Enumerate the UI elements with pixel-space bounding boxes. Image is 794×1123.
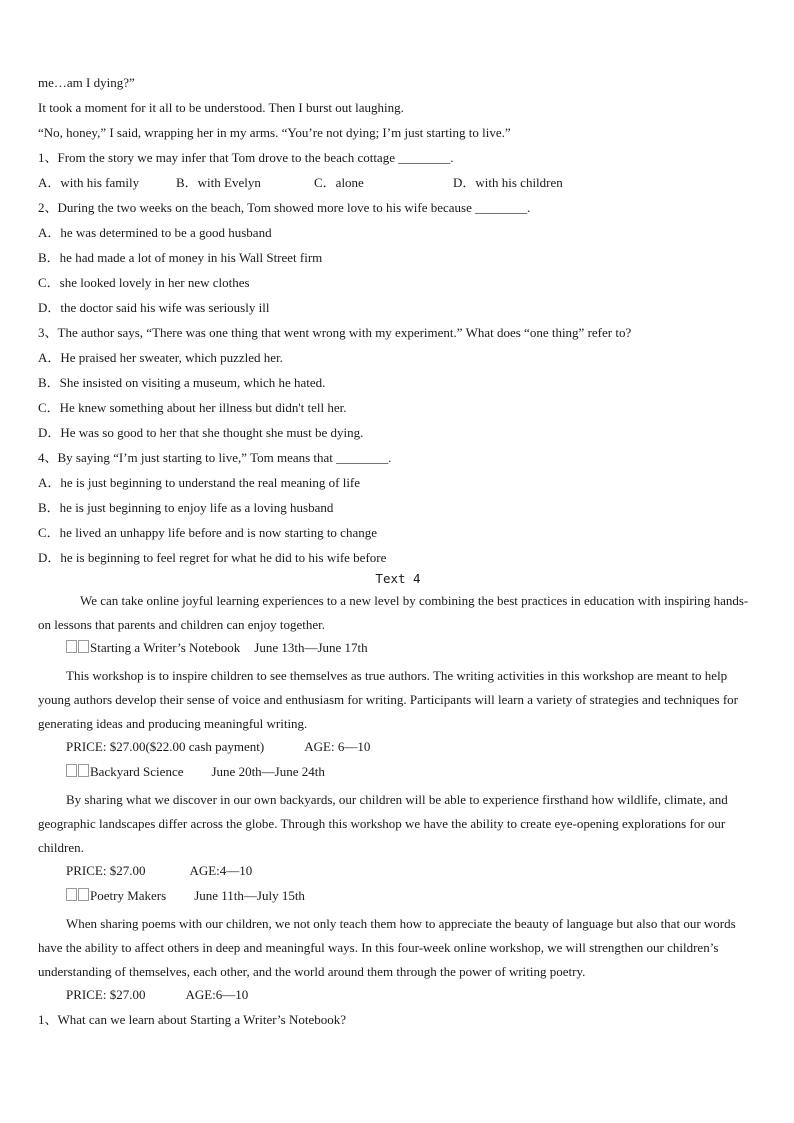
workshop-price-row (38, 738, 758, 763)
section-heading: Text 4 (375, 571, 421, 586)
option-d: D．He was so good to her that she thought she must be dying. (38, 425, 364, 440)
workshop-dates: June 11th—July 15th (194, 888, 305, 903)
question-options (38, 174, 758, 199)
option-c: C．she looked lovely in her new clothes (38, 275, 250, 290)
option-a: A．he was determined to be a good husband (38, 225, 272, 240)
checkbox-icon (78, 640, 89, 653)
question-stem: 1、What can we learn about Starting a Writer’s Notebook? (38, 1012, 347, 1027)
option-b: B．he is just beginning to enjoy life as a loving husband (38, 500, 334, 515)
workshop-price-row (38, 986, 758, 1011)
workshop-dates: June 13th—June 17th (254, 640, 368, 655)
option-d: D．he is beginning to feel regret for what he did to his wife before (38, 550, 387, 565)
story-line: It took a moment for it all to be understood. Then I burst out laughing. (38, 100, 404, 115)
workshop-price: PRICE: $27.00 (66, 863, 146, 878)
option-b: B．he had made a lot of money in his Wall Street firm (38, 250, 323, 265)
workshop-price-row (38, 862, 758, 887)
option-d: D．the doctor said his wife was seriously ill (38, 300, 270, 315)
option-b: B．She insisted on visiting a museum, which he hated. (38, 375, 326, 390)
workshop-title: Poetry Makers (90, 888, 167, 903)
workshop-title: Backyard Science (90, 764, 184, 779)
workshop-title-row (38, 763, 758, 788)
story-line: “No, honey,” I said, wrapping her in my arms. “You’re not dying; I’m just starting to live.” (38, 125, 511, 140)
workshop-title-row (38, 887, 758, 912)
workshop-price: PRICE: $27.00 (66, 987, 146, 1002)
question-stem: 1、From the story we may infer that Tom drove to the beach cottage ________. (38, 150, 454, 165)
checkbox-icon (78, 888, 89, 901)
question-stem: 2、During the two weeks on the beach, Tom showed more love to his wife because ________. (38, 200, 531, 215)
story-line: me…am I dying?” (38, 75, 135, 90)
option-a: A．He praised her sweater, which puzzled her. (38, 350, 283, 365)
workshop-age: AGE:6—10 (185, 987, 249, 1002)
workshop-title-row (38, 639, 758, 664)
workshop-price: PRICE: $27.00($22.00 cash payment) (66, 739, 265, 754)
workshop-dates: June 20th—June 24th (211, 764, 325, 779)
question-stem: 4、By saying “I’m just starting to live,” Tom means that ________. (38, 450, 392, 465)
checkbox-icon (66, 640, 77, 653)
workshop-description: This workshop is to inspire children to see themselves as true authors. The writing activities in this workshop are meant to help young authors develop their sense of voice and enthusiasm for writing. Participants will learn a variety of strategies and techniques for generating ideas and producing meaningful writing. (38, 668, 738, 731)
workshop-age: AGE: 6—10 (304, 739, 371, 754)
checkbox-icon (78, 764, 89, 777)
option-a: A．he is just beginning to understand the real meaning of life (38, 475, 361, 490)
checkbox-icon (66, 888, 77, 901)
workshop-age: AGE:4—10 (189, 863, 253, 878)
workshop-title: Starting a Writer’s Notebook (90, 640, 241, 655)
option-c: C．alone (314, 175, 364, 190)
option-b: B．with Evelyn (176, 175, 261, 190)
document-page (38, 74, 758, 1036)
workshop-description: By sharing what we discover in our own backyards, our children will be able to experience firsthand how wildlife, climate, and geographic landscapes differ across the globe. Through this workshop we have the ability to create eye-opening explorations for our children. (38, 792, 728, 855)
option-c: C．He knew something about her illness but didn't tell her. (38, 400, 347, 415)
intro-paragraph: We can take online joyful learning experiences to a new level by combining the best practices in education with inspiring hands-on lessons that parents and children can enjoy together. (38, 593, 749, 632)
option-d: D．with his children (453, 175, 563, 190)
workshop-description: When sharing poems with our children, we not only teach them how to appreciate the beauty of language but also that our words have the ability to affect others in deep and meaningful ways. In this four-week online workshop, we will strengthen our children’s understanding of themselves, each other, and the world around them through the power of writing poetry. (38, 916, 736, 979)
checkbox-icon (66, 764, 77, 777)
question-stem: 3、The author says, “There was one thing that went wrong with my experiment.” What does “one thing” refer to? (38, 325, 632, 340)
option-c: C．he lived an unhappy life before and is now starting to change (38, 525, 377, 540)
option-a: A．with his family (38, 175, 140, 190)
